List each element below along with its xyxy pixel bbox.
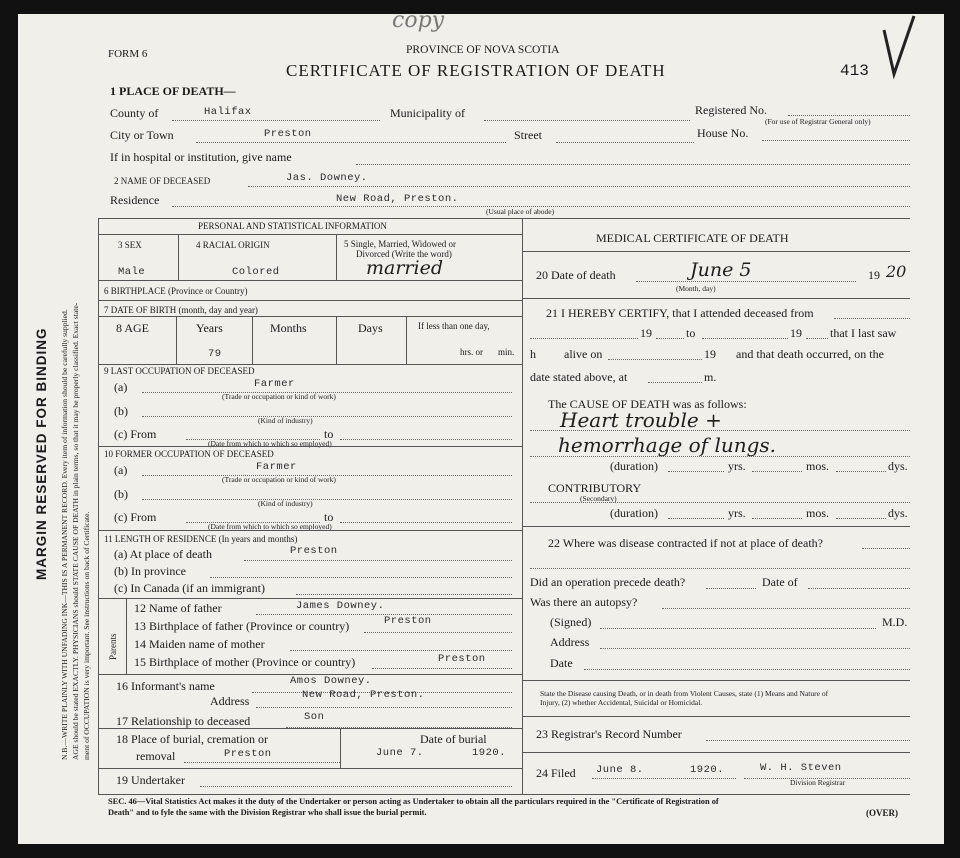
county-value: Halifax: [204, 106, 252, 118]
filed-date-value: June 8.: [596, 764, 644, 776]
burial-date-label: Date of burial: [420, 732, 487, 746]
certify-text: 21 I HEREBY CERTIFY, that I attended deceased from: [546, 306, 814, 320]
footer-section-46: SEC. 46—Vital Statistics Act makes it the duty of the Undertaker or person acting as Undertaker to obtain all the particulars required in the "Certificate of Registration of: [108, 797, 719, 806]
deceased-name-value: Jas. Downey.: [286, 172, 368, 184]
last-saw-text: that I last saw: [830, 326, 897, 340]
where-contracted-label: 22 Where was disease contracted if not at place of death?: [548, 536, 823, 550]
in-canada-label: (c) In Canada (if an immigrant): [114, 581, 265, 595]
former-occ-to: to: [324, 510, 334, 524]
informant-address-label: Address: [210, 694, 250, 708]
informant-name-label: 16 Informant's name: [116, 679, 215, 693]
duration-label-1: (duration): [610, 459, 658, 473]
state-disease-note-1: State the Disease causing Death, or in death from Violent Causes, state (1) Means and Nature of: [540, 689, 829, 698]
over-label: (OVER): [866, 808, 898, 818]
last-occ-to: to: [324, 427, 334, 441]
burial-place-label-1: 18 Place of burial, cremation or: [116, 732, 268, 746]
sex-value: Male: [118, 266, 146, 278]
mother-birthplace-label: 15 Birthplace of mother (Province or country): [134, 655, 356, 669]
former-occ-a: (a): [114, 463, 128, 477]
informant-address-value: New Road, Preston.: [302, 689, 425, 701]
division-registrar-note: Division Registrar: [790, 778, 846, 787]
check-mark-icon: [880, 12, 920, 82]
margin-instructions-2: AGE should be stated EXACTLY. PHYSICIANS should STATE CAUSE OF DEATH in plain terms, so that it may be properly classified. Exact state-: [71, 302, 80, 760]
father-name-label: 12 Name of father: [134, 601, 222, 615]
at-place-label: (a) At place of death: [114, 547, 212, 561]
binding-label: MARGIN RESERVED FOR BINDING: [34, 327, 49, 580]
city-value: Preston: [264, 128, 312, 140]
signed-label: (Signed): [550, 615, 592, 629]
age-years-value: 79: [208, 348, 222, 360]
residence-label: Residence: [110, 193, 160, 207]
residence-value: New Road, Preston.: [336, 193, 459, 205]
informant-name-value: Amos Downey.: [290, 675, 372, 687]
cause-line-2: hemorrhage of lungs.: [558, 433, 777, 457]
alive-on-text: alive on: [564, 347, 603, 361]
at-place-value: Preston: [290, 545, 338, 557]
street-label: Street: [514, 128, 542, 142]
physician-address-label: Address: [550, 635, 590, 649]
mother-birthplace-value: Preston: [438, 653, 486, 665]
city-label: City or Town: [110, 128, 174, 142]
certify-19-a: 19: [640, 326, 652, 340]
relationship-label: 17 Relationship to deceased: [116, 714, 251, 728]
dys-label-2: dys.: [888, 506, 908, 520]
burial-place-label-2: removal: [136, 749, 176, 763]
cause-line-1: Heart trouble +: [560, 408, 722, 432]
trade-note-9: (Trade or occupation or kind of work): [222, 392, 336, 401]
personal-info-heading: PERSONAL AND STATISTICAL INFORMATION: [198, 221, 387, 231]
last-occ-a: (a): [114, 380, 128, 394]
relationship-value: Son: [304, 711, 325, 723]
h-text: h: [530, 347, 536, 361]
margin-instructions-1: N.B.—WRITE PLAINLY WITH UNFADING INK—THIS IS A PERMANENT RECORD. Every item of information should be carefully supplied.: [60, 309, 69, 760]
mother-name-label: 14 Maiden name of mother: [134, 637, 265, 651]
marital-label-2: Divorced (Write the word): [356, 249, 452, 259]
province-heading: PROVINCE OF NOVA SCOTIA: [406, 44, 560, 56]
registrar-name-value: W. H. Steven: [760, 762, 842, 774]
death-date-label: 20 Date of death: [536, 268, 616, 282]
death-month-day-value: June 5: [690, 259, 752, 281]
last-occupation-label: 9 LAST OCCUPATION OF DECEASED: [104, 366, 255, 376]
father-birthplace-label: 13 Birthplace of father (Province or country): [134, 619, 350, 633]
registrar-note: (For use of Registrar General only): [765, 117, 871, 126]
birthplace-label: 6 BIRTHPLACE (Province or Country): [104, 286, 248, 296]
age-months-label: Months: [270, 321, 307, 335]
m-text: m.: [704, 370, 717, 384]
former-occ-from: (c) From: [114, 510, 157, 524]
death-year-value: 20: [886, 262, 907, 281]
mos-label-1: mos.: [806, 459, 830, 473]
operation-label: Did an operation precede death?: [530, 575, 686, 589]
undertaker-label: 19 Undertaker: [116, 773, 185, 787]
contributory-label: CONTRIBUTORY: [548, 481, 642, 495]
medical-heading: MEDICAL CERTIFICATE OF DEATH: [596, 231, 789, 245]
physician-date-label: Date: [550, 656, 573, 670]
death-year-prefix: 19: [868, 268, 880, 282]
dates-note-9: (Date from which to which so employed): [208, 439, 332, 448]
age-days-label: Days: [358, 321, 383, 335]
copy-stamp: copy: [392, 8, 445, 33]
date-of-label: Date of: [762, 575, 798, 589]
race-label: 4 RACIAL ORIGIN: [196, 240, 270, 250]
certify-to: to: [686, 326, 696, 340]
certificate-number: 413: [840, 62, 869, 80]
length-residence-heading: 11 LENGTH OF RESIDENCE (In years and months): [104, 534, 298, 544]
filed-label: 24 Filed: [536, 766, 576, 780]
dob-label: 7 DATE OF BIRTH (month, day and year): [104, 305, 258, 315]
registered-no-label: Registered No.: [695, 103, 767, 117]
place-of-death-heading: 1 PLACE OF DEATH—: [110, 84, 236, 98]
marital-label-1: 5 Single, Married, Widowed or: [344, 239, 456, 249]
yrs-label-1: yrs.: [728, 459, 746, 473]
parents-side-label: Parents: [108, 633, 118, 660]
municipality-label: Municipality of: [390, 106, 465, 120]
in-province-label: (b) In province: [114, 564, 186, 578]
yrs-label-2: yrs.: [728, 506, 746, 520]
duration-label-2: (duration): [610, 506, 658, 520]
last-occ-from: (c) From: [114, 427, 157, 441]
dates-note-10: (Date from which to which so employed): [208, 522, 332, 531]
footer-section-46-cont: Death" and to fyle the same with the Division Registrar who shall issue the burial permit.: [108, 808, 427, 817]
house-no-label: House No.: [697, 126, 749, 140]
former-occupation-label: 10 FORMER OCCUPATION OF DECEASED: [104, 449, 274, 459]
age-years-label: Years: [196, 321, 223, 335]
secondary-note: (Secondary): [580, 494, 617, 503]
former-occ-b: (b): [114, 487, 128, 501]
former-occ-a-value: Farmer: [256, 461, 297, 473]
burial-place-value: Preston: [224, 748, 272, 760]
last-occ-b: (b): [114, 404, 128, 418]
autopsy-label: Was there an autopsy?: [530, 595, 638, 609]
sex-label: 3 SEX: [118, 240, 142, 250]
marital-value: married: [366, 257, 443, 279]
industry-note-9: (Kind of industry): [258, 416, 313, 425]
trade-note-10: (Trade or occupation or kind of work): [222, 475, 336, 484]
registrar-record-label: 23 Registrar's Record Number: [536, 727, 682, 741]
hospital-label: If in hospital or institution, give name: [110, 150, 292, 164]
less-than-day-label: If less than one day,: [418, 321, 490, 331]
father-name-value: James Downey.: [296, 600, 385, 612]
abode-note: (Usual place of abode): [486, 207, 555, 216]
min-label: min.: [498, 347, 515, 357]
month-day-note: (Month, day): [676, 284, 716, 293]
date-stated-text: date stated above, at: [530, 370, 628, 384]
race-value: Colored: [232, 266, 280, 278]
father-birthplace-value: Preston: [384, 615, 432, 627]
md-label: M.D.: [882, 615, 908, 629]
age-label: 8 AGE: [116, 321, 149, 335]
mos-label-2: mos.: [806, 506, 830, 520]
binding-margin: [0, 0, 110, 858]
certify-19-b: 19: [790, 326, 802, 340]
filed-year-value: 1920.: [690, 764, 725, 776]
burial-date-value: June 7.: [376, 747, 424, 759]
dys-label-1: dys.: [888, 459, 908, 473]
industry-note-10: (Kind of industry): [258, 499, 313, 508]
state-disease-note-2: Injury, (2) whether Accidental, Suicidal or Homicidal.: [540, 698, 703, 707]
burial-year-value: 1920.: [472, 747, 507, 759]
hrs-label: hrs. or: [460, 347, 483, 357]
death-occurred-text: and that death occurred, on the: [736, 347, 884, 361]
certificate-title: CERTIFICATE OF REGISTRATION OF DEATH: [286, 61, 666, 80]
margin-instructions-3: ment of OCCUPATION is very important. See instructions on back of Certificate.: [82, 511, 91, 760]
last-occ-a-value: Farmer: [254, 378, 295, 390]
certify-19-c: 19: [704, 347, 716, 361]
cause-of-death-label: The CAUSE OF DEATH was as follows:: [548, 397, 747, 411]
county-label: County of: [110, 106, 159, 120]
deceased-name-label: 2 NAME OF DECEASED: [114, 176, 211, 186]
form-number: FORM 6: [108, 48, 148, 60]
